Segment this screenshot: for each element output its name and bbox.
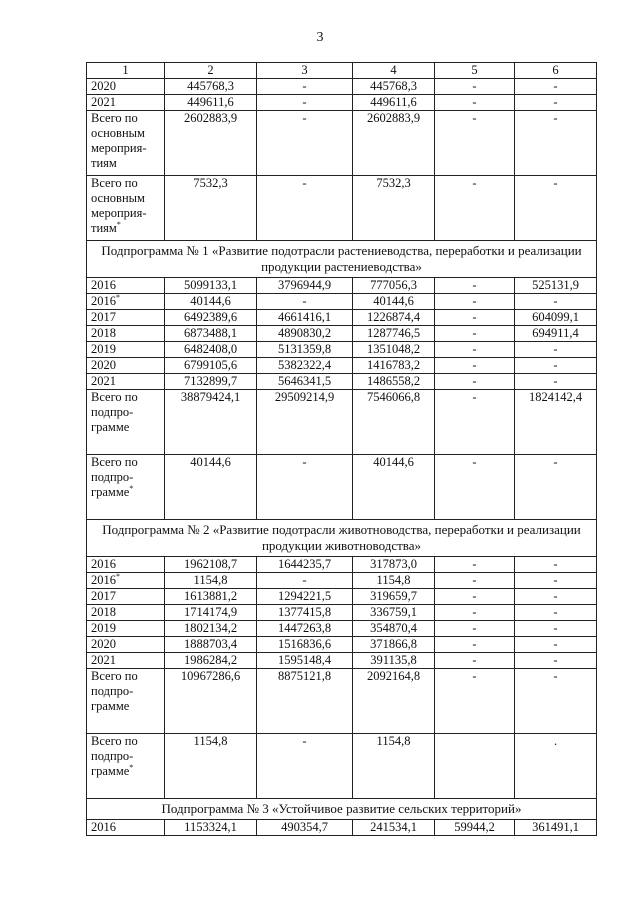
asterisk-mark: * <box>129 762 134 772</box>
total-label-cell <box>87 669 165 734</box>
total-row <box>87 176 597 241</box>
total-label-cell <box>87 111 165 176</box>
value-cell-col3: 1447263,8 <box>257 621 353 637</box>
year-cell: 2020 <box>87 637 165 653</box>
value-cell-col5: - <box>435 557 515 573</box>
value-cell-col2: 1154,8 <box>165 573 257 589</box>
value-cell-col4: 354870,4 <box>353 621 435 637</box>
total-value-col3: 8875121,8 <box>257 669 353 734</box>
value-cell-col5: - <box>435 589 515 605</box>
value-cell-col6: - <box>515 342 597 358</box>
total-value-col2: 2602883,9 <box>165 111 257 176</box>
value-cell-col3: 4661416,1 <box>257 310 353 326</box>
value-cell-col4: 1416783,2 <box>353 358 435 374</box>
value-cell-col2: 6482408,0 <box>165 342 257 358</box>
budget-table-body <box>87 63 597 836</box>
total-value-col6: . <box>515 734 597 799</box>
total-value-col5: - <box>435 390 515 455</box>
value-cell-col4: 777056,3 <box>353 278 435 294</box>
total-label-cell <box>87 390 165 455</box>
value-cell-col4: 371866,8 <box>353 637 435 653</box>
year-row <box>87 621 597 637</box>
column-number-cell: 6 <box>515 63 597 79</box>
year-row <box>87 342 597 358</box>
year-cell: 2021 <box>87 653 165 669</box>
value-cell-col3: 1595148,4 <box>257 653 353 669</box>
year-row <box>87 637 597 653</box>
subprogram-title: Подпрограмма № 1 «Развитие подотрасли растениеводства, переработки и реализации продукции растениеводства» <box>87 241 597 278</box>
total-label: Всего по подпро- грамме <box>91 669 138 713</box>
value-cell-col6: - <box>515 589 597 605</box>
year-cell: 2016 <box>87 557 165 573</box>
value-cell-col5: - <box>435 358 515 374</box>
value-cell-col6: - <box>515 573 597 589</box>
column-number-cell: 1 <box>87 63 165 79</box>
year-cell: 2018 <box>87 326 165 342</box>
value-cell-col5: - <box>435 605 515 621</box>
year-row <box>87 605 597 621</box>
value-cell-col2: 6799105,6 <box>165 358 257 374</box>
value-cell-col3: 3796944,9 <box>257 278 353 294</box>
year-row <box>87 95 597 111</box>
total-row <box>87 669 597 734</box>
year-cell: 2021 <box>87 374 165 390</box>
value-cell-col2: 445768,3 <box>165 79 257 95</box>
page-number: 3 <box>316 30 324 45</box>
total-value-col4: 40144,6 <box>353 455 435 520</box>
value-cell-col6: - <box>515 653 597 669</box>
total-label: Всего по подпро- грамме* <box>91 734 138 778</box>
total-label-cell <box>87 176 165 241</box>
year-cell: 2016* <box>87 294 165 310</box>
value-cell-col5: - <box>435 310 515 326</box>
asterisk-mark: * <box>116 219 121 229</box>
value-cell-col5: - <box>435 637 515 653</box>
value-cell-col6: - <box>515 294 597 310</box>
budget-table <box>86 62 597 836</box>
total-value-col6: - <box>515 669 597 734</box>
total-value-col4: 2092164,8 <box>353 669 435 734</box>
column-number-cell: 5 <box>435 63 515 79</box>
value-cell-col4: 317873,0 <box>353 557 435 573</box>
value-cell-col4: 241534,1 <box>353 820 435 836</box>
value-cell-col3: 5646341,5 <box>257 374 353 390</box>
subprogram-header-row <box>87 799 597 820</box>
year-cell: 2017 <box>87 310 165 326</box>
total-label-cell <box>87 734 165 799</box>
total-label: Всего по основным мероприя- тиям <box>91 111 147 170</box>
value-cell-col4: 40144,6 <box>353 294 435 310</box>
subprogram-title: Подпрограмма № 3 «Устойчивое развитие сельских территорий» <box>87 799 597 820</box>
year-cell: 2020 <box>87 79 165 95</box>
value-cell-col2: 1153324,1 <box>165 820 257 836</box>
value-cell-col4: 391135,8 <box>353 653 435 669</box>
year-row <box>87 79 597 95</box>
total-value-col6: - <box>515 455 597 520</box>
value-cell-col3: - <box>257 573 353 589</box>
total-value-col2: 38879424,1 <box>165 390 257 455</box>
year-cell: 2016 <box>87 820 165 836</box>
value-cell-col6: - <box>515 374 597 390</box>
value-cell-col2: 1714174,9 <box>165 605 257 621</box>
year-cell: 2019 <box>87 621 165 637</box>
year-row <box>87 294 597 310</box>
value-cell-col3: 5131359,8 <box>257 342 353 358</box>
value-cell-col4: 1351048,2 <box>353 342 435 358</box>
value-cell-col4: 1226874,4 <box>353 310 435 326</box>
total-value-col4: 2602883,9 <box>353 111 435 176</box>
total-value-col4: 7546066,8 <box>353 390 435 455</box>
value-cell-col3: 1377415,8 <box>257 605 353 621</box>
value-cell-col5: - <box>435 573 515 589</box>
value-cell-col4: 1287746,5 <box>353 326 435 342</box>
year-row <box>87 820 597 836</box>
value-cell-col3: 4890830,2 <box>257 326 353 342</box>
value-cell-col5: - <box>435 653 515 669</box>
total-label: Всего по подпро- грамме <box>91 390 138 434</box>
value-cell-col6: - <box>515 557 597 573</box>
value-cell-col3: - <box>257 294 353 310</box>
value-cell-col5: - <box>435 326 515 342</box>
asterisk-mark: * <box>116 293 120 302</box>
value-cell-col5: - <box>435 95 515 111</box>
value-cell-col4: 319659,7 <box>353 589 435 605</box>
column-number-cell: 3 <box>257 63 353 79</box>
subprogram-header-row <box>87 241 597 278</box>
year-row <box>87 310 597 326</box>
year-row <box>87 374 597 390</box>
value-cell-col3: 1294221,5 <box>257 589 353 605</box>
asterisk-mark: * <box>116 572 120 581</box>
value-cell-col2: 1802134,2 <box>165 621 257 637</box>
total-value-col5: - <box>435 669 515 734</box>
year-cell: 2016 <box>87 278 165 294</box>
total-row <box>87 455 597 520</box>
year-row <box>87 278 597 294</box>
total-row <box>87 390 597 455</box>
total-value-col5: - <box>435 111 515 176</box>
total-value-col6: - <box>515 176 597 241</box>
value-cell-col5: - <box>435 278 515 294</box>
year-row <box>87 653 597 669</box>
value-cell-col2: 5099133,1 <box>165 278 257 294</box>
value-cell-col2: 6492389,6 <box>165 310 257 326</box>
value-cell-col6: - <box>515 637 597 653</box>
column-number-row <box>87 63 597 79</box>
value-cell-col6: 694911,4 <box>515 326 597 342</box>
total-value-col2: 10967286,6 <box>165 669 257 734</box>
year-cell: 2018 <box>87 605 165 621</box>
total-value-col4: 1154,8 <box>353 734 435 799</box>
year-row <box>87 573 597 589</box>
column-number-cell: 4 <box>353 63 435 79</box>
year-row <box>87 358 597 374</box>
total-value-col6: - <box>515 111 597 176</box>
value-cell-col4: 1486558,2 <box>353 374 435 390</box>
year-cell: 2017 <box>87 589 165 605</box>
year-cell: 2020 <box>87 358 165 374</box>
value-cell-col5: - <box>435 621 515 637</box>
total-value-col3: - <box>257 176 353 241</box>
total-value-col5 <box>435 734 515 799</box>
value-cell-col4: 445768,3 <box>353 79 435 95</box>
year-row <box>87 589 597 605</box>
value-cell-col5: - <box>435 294 515 310</box>
year-cell: 2016* <box>87 573 165 589</box>
value-cell-col5: - <box>435 79 515 95</box>
value-cell-col5: - <box>435 374 515 390</box>
value-cell-col6: - <box>515 605 597 621</box>
value-cell-col5: - <box>435 342 515 358</box>
total-label: Всего по основным мероприя- тиям* <box>91 176 147 235</box>
total-row <box>87 734 597 799</box>
year-row <box>87 326 597 342</box>
value-cell-col6: 604099,1 <box>515 310 597 326</box>
value-cell-col6: 361491,1 <box>515 820 597 836</box>
year-cell: 2019 <box>87 342 165 358</box>
value-cell-col6: - <box>515 95 597 111</box>
value-cell-col2: 1986284,2 <box>165 653 257 669</box>
value-cell-col3: 1516836,6 <box>257 637 353 653</box>
value-cell-col3: 490354,7 <box>257 820 353 836</box>
asterisk-mark: * <box>129 483 134 493</box>
total-value-col5: - <box>435 455 515 520</box>
value-cell-col3: 1644235,7 <box>257 557 353 573</box>
value-cell-col3: - <box>257 79 353 95</box>
value-cell-col4: 1154,8 <box>353 573 435 589</box>
total-row <box>87 111 597 176</box>
total-value-col6: 1824142,4 <box>515 390 597 455</box>
value-cell-col2: 1962108,7 <box>165 557 257 573</box>
value-cell-col6: - <box>515 79 597 95</box>
value-cell-col6: 525131,9 <box>515 278 597 294</box>
column-number-cell: 2 <box>165 63 257 79</box>
value-cell-col4: 449611,6 <box>353 95 435 111</box>
total-value-col3: - <box>257 734 353 799</box>
value-cell-col2: 1613881,2 <box>165 589 257 605</box>
subprogram-header-row <box>87 520 597 557</box>
year-row <box>87 557 597 573</box>
total-value-col3: - <box>257 455 353 520</box>
total-label: Всего по подпро- грамме* <box>91 455 138 499</box>
value-cell-col2: 449611,6 <box>165 95 257 111</box>
total-value-col2: 7532,3 <box>165 176 257 241</box>
total-value-col5: - <box>435 176 515 241</box>
total-label-cell <box>87 455 165 520</box>
total-value-col2: 1154,8 <box>165 734 257 799</box>
value-cell-col2: 40144,6 <box>165 294 257 310</box>
total-value-col4: 7532,3 <box>353 176 435 241</box>
value-cell-col2: 1888703,4 <box>165 637 257 653</box>
value-cell-col3: 5382322,4 <box>257 358 353 374</box>
subprogram-title: Подпрограмма № 2 «Развитие подотрасли животноводства, переработки и реализации продукции животноводства» <box>87 520 597 557</box>
value-cell-col6: - <box>515 621 597 637</box>
value-cell-col4: 336759,1 <box>353 605 435 621</box>
value-cell-col3: - <box>257 95 353 111</box>
value-cell-col2: 7132899,7 <box>165 374 257 390</box>
value-cell-col5: 59944,2 <box>435 820 515 836</box>
total-value-col3: 29509214,9 <box>257 390 353 455</box>
value-cell-col2: 6873488,1 <box>165 326 257 342</box>
value-cell-col6: - <box>515 358 597 374</box>
total-value-col3: - <box>257 111 353 176</box>
total-value-col2: 40144,6 <box>165 455 257 520</box>
year-cell: 2021 <box>87 95 165 111</box>
